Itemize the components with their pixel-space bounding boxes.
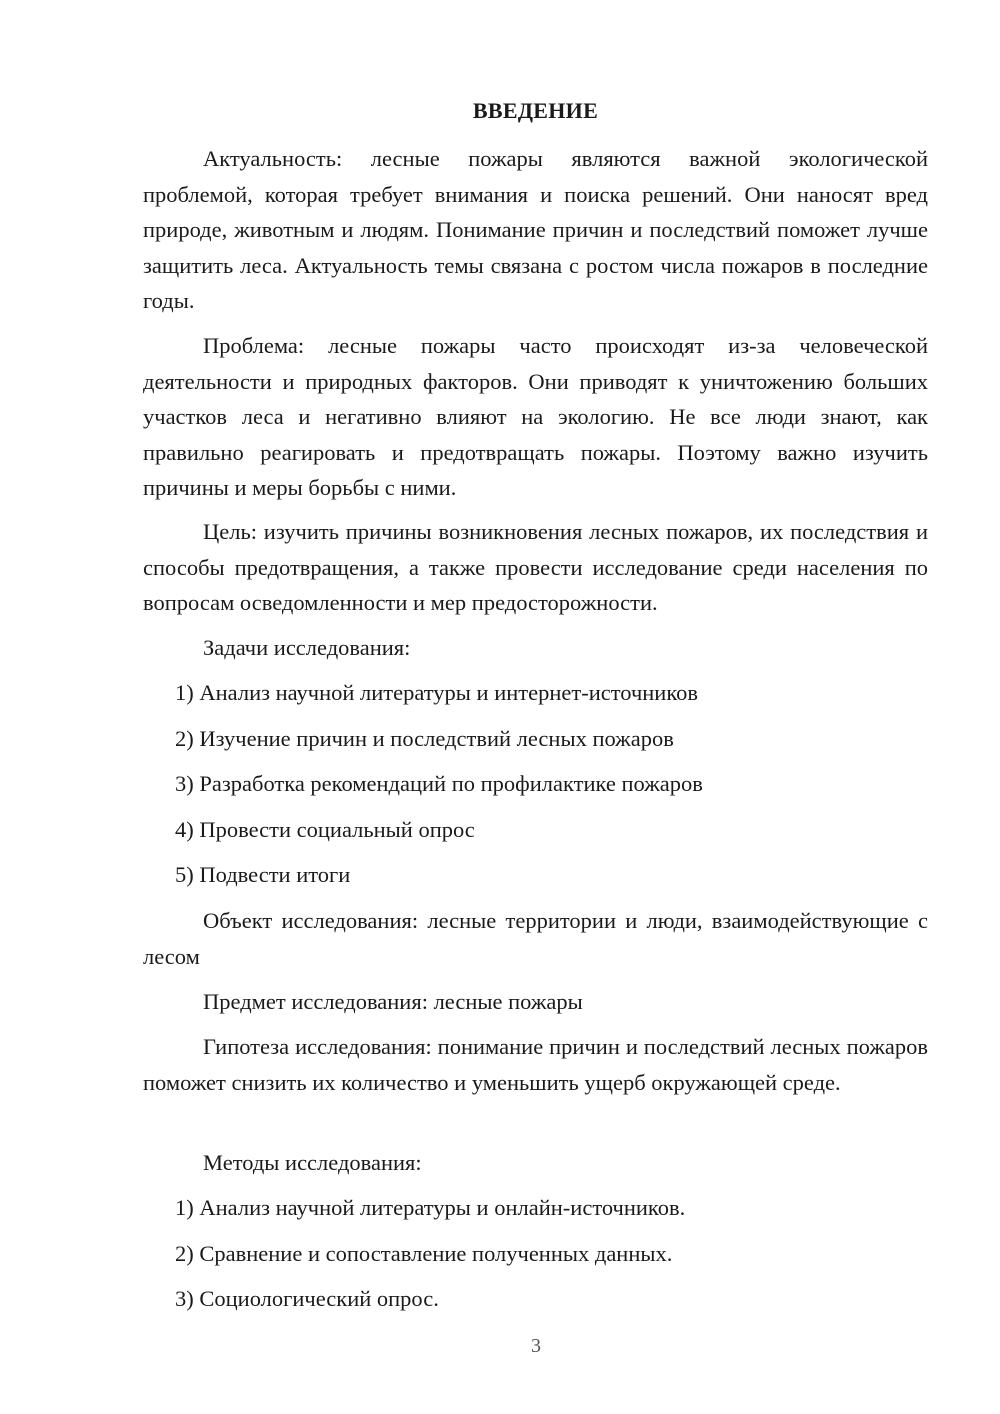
tasks-heading: Задачи исследования:	[203, 635, 411, 660]
goal-paragraph: Цель: изучить причины возникновения лесных пожаров, их последствия и способы предотвращения, а также провести исследование среди населения по вопросам осведомленности и мер предосторожности.	[143, 519, 928, 616]
methods-heading: Методы исследования:	[203, 1150, 422, 1175]
object-paragraph: Объект исследования: лесные территории и люди, взаимодействующие с лесом	[143, 908, 928, 969]
task-item: 3) Разработка рекомендаций по профилактике пожаров	[175, 771, 703, 796]
task-item: 4) Провести социальный опрос	[175, 817, 475, 842]
page-number: 3	[531, 1335, 541, 1357]
method-item: 3) Социологический опрос.	[175, 1286, 439, 1311]
hypothesis-paragraph: Гипотеза исследования: понимание причин и последствий лесных пожаров поможет снизить их количество и уменьшить ущерб окружающей среде.	[143, 1034, 928, 1095]
method-item: 1) Анализ научной литературы и онлайн-источников.	[175, 1195, 686, 1220]
section-title: ВВЕДЕНИЕ	[472, 98, 599, 123]
task-item: 2) Изучение причин и последствий лесных пожаров	[175, 726, 674, 751]
task-item: 1) Анализ научной литературы и интернет-источников	[175, 680, 699, 705]
task-item: 5) Подвести итоги	[175, 862, 351, 887]
relevance-paragraph: Актуальность: лесные пожары являются важной экологической проблемой, которая требует внимания и поиска решений. Они наносят вред природе, животным и людям. Понимание причин и последствий поможет лучше защитить леса. Актуальность темы связана с ростом числа пожаров в последние годы.	[143, 146, 928, 314]
problem-paragraph: Проблема: лесные пожары часто происходят из-за человеческой деятельности и природных факторов. Они приводят к уничтожению больших участков леса и негативно влияют на экологию. Не все люди знают, как правильно реагировать и предотвращать пожары. Поэтому важно изучить причины и меры борьбы с ними.	[143, 333, 928, 501]
subject-paragraph: Предмет исследования: лесные пожары	[203, 989, 583, 1014]
document-page	[143, 0, 928, 1414]
method-item: 2) Сравнение и сопоставление полученных данных.	[175, 1241, 673, 1266]
